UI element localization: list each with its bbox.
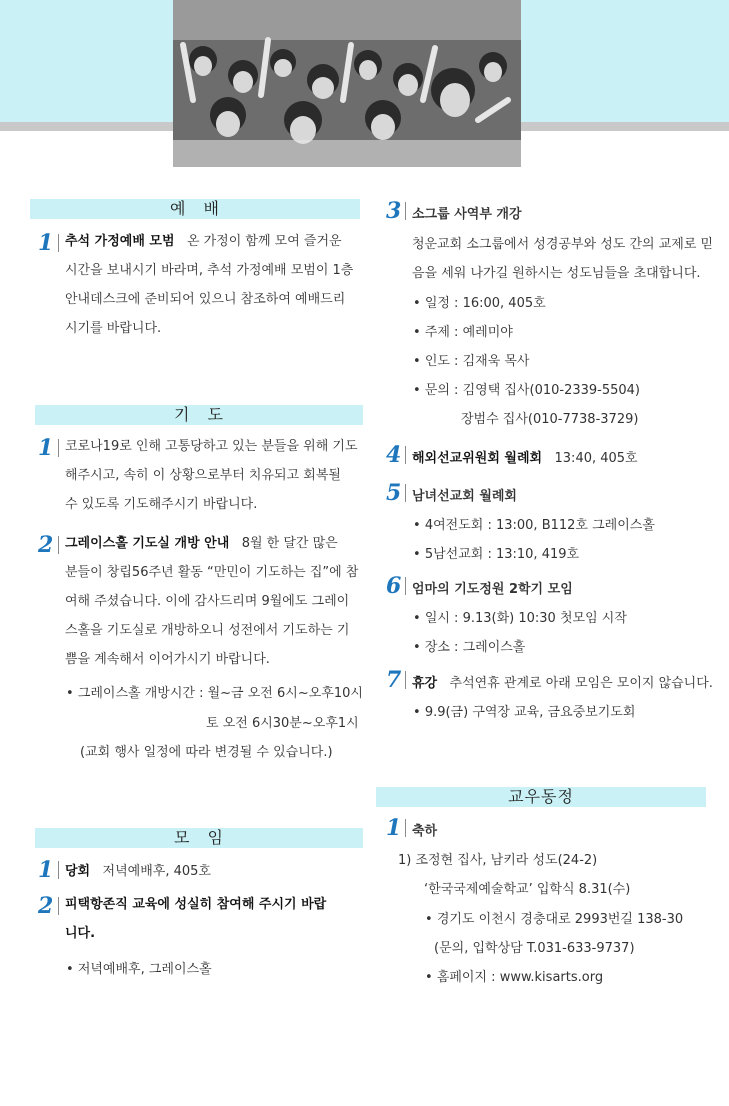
prayer-item-text bbox=[65, 529, 365, 674]
item-title-cont: 니다. bbox=[65, 926, 96, 941]
grace-hall-hours-saturday: 토 오전 6시30분~오후1시 bbox=[206, 716, 359, 731]
item-line: 수 있도록 기도해주시기 바랍니다. bbox=[65, 497, 258, 512]
header-divider-left bbox=[0, 122, 173, 131]
item-number: 2 bbox=[38, 893, 54, 919]
item-bullet: • 9.9(금) 구역장 교육, 금요중보기도회 bbox=[413, 701, 635, 720]
news-bullet: • 경기도 이천시 경충대로 2993번길 138-30 bbox=[425, 908, 683, 927]
item-number: 3 bbox=[386, 198, 402, 224]
worship-heading: 예 배 bbox=[30, 199, 360, 219]
item-contact: 장범수 집사(010-7738-3729) bbox=[461, 412, 639, 427]
item-title: 남녀선교회 월례회 bbox=[412, 489, 517, 504]
item-line: 여해 주셨습니다. 이에 감사드리며 9월에도 그레이 bbox=[65, 594, 350, 609]
item-title: 해외선교위원회 월례회 bbox=[412, 451, 543, 466]
congregation-photo bbox=[173, 0, 521, 167]
item-line: 안내데스크에 준비되어 있으니 참조하여 예배드리 bbox=[65, 292, 346, 307]
header-band-right bbox=[521, 0, 729, 122]
worship-item-text bbox=[65, 227, 365, 343]
item-line: 분들이 창립56주년 활동 “만민이 기도하는 집”에 참 bbox=[65, 565, 359, 580]
item-number: 1 bbox=[38, 230, 54, 256]
item-bullet: • 4여전도회 : 13:00, B112호 그레이스홀 bbox=[413, 514, 655, 533]
item-bullet: • 문의 : 김영택 집사(010-2339-5504) bbox=[413, 379, 640, 398]
item-line: 시간을 보내시기 바라며, 추석 가정예배 모범이 1층 bbox=[65, 263, 354, 278]
prayer-item-text bbox=[65, 432, 365, 519]
item-divider bbox=[405, 819, 406, 837]
item-number: 5 bbox=[386, 480, 402, 506]
meeting-item-text bbox=[65, 890, 365, 948]
item-number: 1 bbox=[38, 435, 54, 461]
item-number: 1 bbox=[38, 857, 54, 883]
item-divider bbox=[405, 446, 406, 464]
item-number: 2 bbox=[38, 532, 54, 558]
item-number: 7 bbox=[386, 667, 402, 693]
item-bullet: • 장소 : 그레이스홀 bbox=[413, 636, 525, 655]
header-band-left bbox=[0, 0, 173, 122]
item-divider bbox=[405, 484, 406, 502]
item-number: 4 bbox=[386, 442, 402, 468]
item-divider bbox=[58, 234, 59, 252]
item-divider bbox=[58, 439, 59, 457]
item-number: 1 bbox=[386, 815, 402, 841]
item-divider bbox=[58, 861, 59, 879]
item-text bbox=[412, 447, 638, 466]
meeting-heading: 모 임 bbox=[35, 828, 363, 848]
member-news-heading: 교우동정 bbox=[376, 787, 706, 807]
news-line: 1) 조정현 집사, 남키라 성도(24-2) bbox=[398, 853, 598, 868]
item-title: 당회 bbox=[65, 864, 91, 879]
item-detail: 저녁예배후, 405호 bbox=[102, 864, 211, 879]
item-line: 코로나19로 인해 고통당하고 있는 분들을 위해 기도 bbox=[65, 439, 358, 454]
item-divider bbox=[405, 577, 406, 595]
item-line: 스홀을 기도실로 개방하오니 성전에서 기도하는 기 bbox=[65, 623, 350, 638]
item-title: 휴강 bbox=[412, 676, 438, 691]
item-divider bbox=[405, 202, 406, 220]
item-title: 피택항존직 교육에 성실히 참여해 주시기 바랍 bbox=[65, 897, 327, 912]
item-title: 엄마의 기도정원 2학기 모임 bbox=[412, 582, 573, 597]
item-bullet: • 인도 : 김재욱 목사 bbox=[413, 350, 530, 369]
item-divider bbox=[58, 536, 59, 554]
header-divider-right bbox=[521, 122, 729, 131]
grace-hall-hours: • 그레이스홀 개방시간 : 월~금 오전 6시~오후10시 bbox=[66, 682, 363, 701]
item-title: 소그룹 사역부 개강 bbox=[412, 207, 522, 222]
meeting-item-text bbox=[65, 860, 211, 879]
item-bullet: • 주제 : 예레미야 bbox=[413, 321, 513, 340]
item-line: 청운교회 소그룹에서 성경공부와 성도 간의 교제로 믿 bbox=[412, 237, 714, 252]
schedule-note: (교회 행사 일정에 따라 변경될 수 있습니다.) bbox=[80, 745, 333, 760]
item-detail: 추석연휴 관계로 아래 모임은 모이지 않습니다. bbox=[449, 676, 713, 691]
item-line: 온 가정이 함께 모여 즐거운 bbox=[186, 234, 342, 249]
item-number: 6 bbox=[386, 573, 402, 599]
item-text bbox=[412, 672, 713, 691]
item-title: 축하 bbox=[412, 824, 438, 839]
news-inquiry: (문의, 입학상담 T.031-633-9737) bbox=[434, 941, 635, 956]
item-bullet: • 일시 : 9.13(화) 10:30 첫모임 시작 bbox=[413, 607, 627, 626]
item-bullet: • 일정 : 16:00, 405호 bbox=[413, 292, 546, 311]
item-title: 그레이스홀 기도실 개방 안내 bbox=[65, 536, 230, 551]
item-title: 추석 가정예배 모범 bbox=[65, 234, 175, 249]
prayer-heading: 기 도 bbox=[35, 405, 363, 425]
item-line: 해주시고, 속히 이 상황으로부터 치유되고 회복될 bbox=[65, 468, 341, 483]
item-bullet: • 5남선교회 : 13:10, 419호 bbox=[413, 543, 579, 562]
item-line: 쁨을 계속해서 이어가시기 바랍니다. bbox=[65, 652, 270, 667]
item-line: 음을 세워 나가길 원하시는 성도님들을 초대합니다. bbox=[412, 266, 701, 281]
item-divider bbox=[405, 671, 406, 689]
item-detail: 13:40, 405호 bbox=[554, 451, 638, 466]
meeting-bullet: • 저녁예배후, 그레이스홀 bbox=[66, 958, 212, 977]
news-line: ‘한국국제예술학교’ 입학식 8.31(수) bbox=[424, 882, 631, 897]
news-homepage: • 홈페이지 : www.kisarts.org bbox=[425, 966, 603, 985]
item-divider bbox=[58, 897, 59, 915]
item-line: 8월 한 달간 많은 bbox=[241, 536, 338, 551]
item-line: 시기를 바랍니다. bbox=[65, 321, 162, 336]
